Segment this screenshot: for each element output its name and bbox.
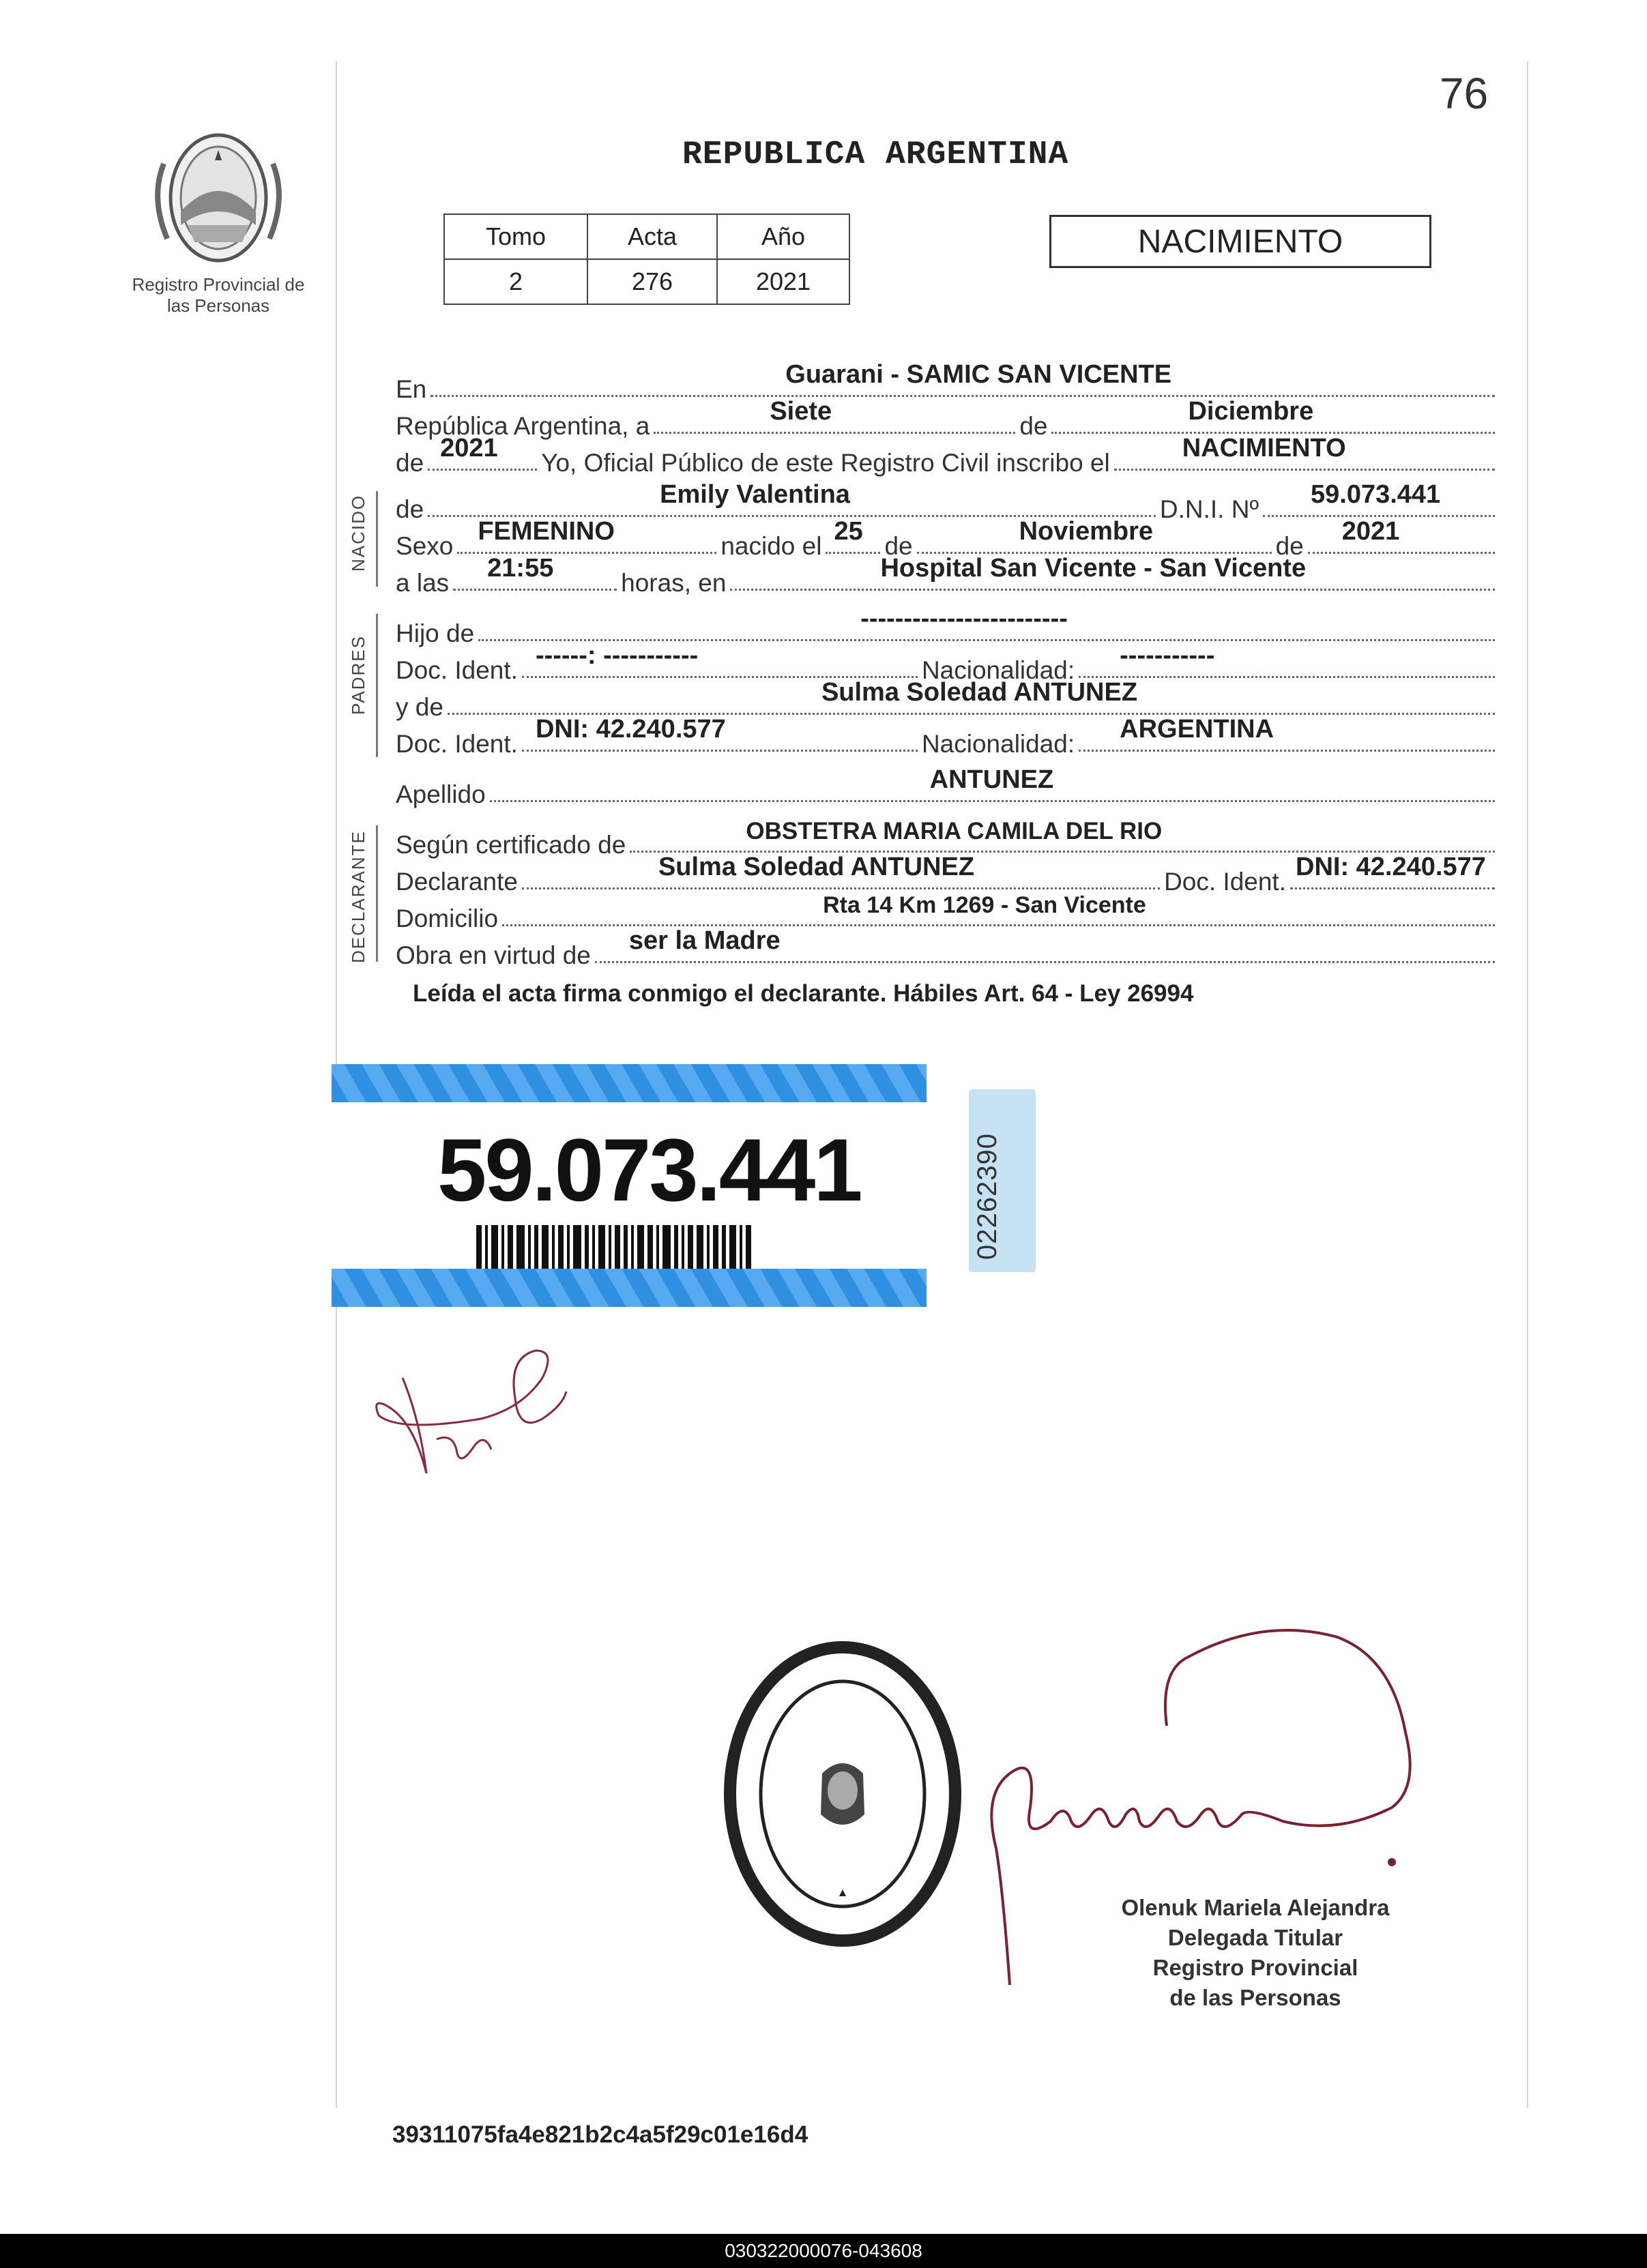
label-de-3: de [396, 495, 424, 523]
label-declarante: Declarante [396, 868, 518, 896]
label-y-de: y de [396, 693, 443, 721]
line-declarante [396, 853, 1499, 896]
dni-value: 59.073.441 [1311, 480, 1441, 509]
delegate-name: Olenuk Mariela Alejandra [1121, 1895, 1390, 1920]
footer-code: 030322000076-043608 [0, 2234, 1647, 2268]
acta-value: 276 [587, 259, 717, 304]
day-word-value: Siete [770, 397, 832, 426]
padres-bracket [376, 614, 378, 757]
father-nat-value: ----------- [1120, 641, 1215, 670]
line-hora [396, 554, 1499, 598]
birth-day-value: 25 [834, 517, 863, 546]
declarant-value: Sulma Soledad ANTUNEZ [658, 853, 975, 881]
declarante-bracket [376, 825, 378, 962]
line-mother-doc [396, 715, 1499, 759]
certificate-value: OBSTETRA MARIA CAMILA DEL RIO [746, 818, 1163, 844]
sticker-band-bottom [332, 1269, 927, 1307]
father-doc-value: ------: ----------- [535, 641, 699, 670]
time-value: 21:55 [487, 554, 554, 583]
acta-header: Acta [587, 214, 717, 259]
label-horas-en: horas, en [621, 569, 727, 597]
act-value: NACIMIENTO [1182, 434, 1346, 462]
declarant-doc-value: DNI: 42.240.577 [1296, 853, 1486, 881]
registry-label: Registro Provincial de las Personas [132, 274, 305, 316]
delegate-office: Registro Provincial [1152, 1955, 1358, 1980]
anio-value: 2021 [717, 259, 849, 304]
dni-sticker [332, 1064, 927, 1307]
side-label-declarante: DECLARANTE [348, 830, 368, 963]
tomo-header: Tomo [444, 214, 587, 259]
label-segun: Según certificado de [396, 831, 626, 859]
capacity-value: ser la Madre [628, 926, 781, 955]
place-value: Guarani - SAMIC SAN VICENTE [785, 360, 1172, 389]
record-type-box: NACIMIENTO [1049, 215, 1431, 268]
delegate-role: Delegada Titular [1167, 1925, 1343, 1950]
closing-text: Leída el acta firma conmigo el declarante. Hábiles Art. 64 - Ley 26994 [413, 980, 1194, 1007]
line-obra [396, 926, 1499, 970]
label-de-1: de [1019, 412, 1048, 440]
label-de-2: de [396, 449, 424, 477]
sticker-dni-number: 59.073.441 [437, 1120, 861, 1220]
control-tag-number: 02262390 [972, 1133, 1002, 1260]
line-en [396, 360, 1499, 404]
surname-value: ANTUNEZ [929, 765, 1054, 794]
nacido-bracket [376, 491, 378, 587]
birth-month-value: Noviembre [1019, 517, 1154, 546]
label-republica: República Argentina, a [396, 412, 650, 440]
label-de-4: de [884, 532, 913, 560]
tomo-value: 2 [444, 259, 587, 304]
sex-value: FEMENINO [478, 517, 615, 546]
address-value: Rta 14 Km 1269 - San Vicente [823, 892, 1146, 918]
side-label-padres: PADRES [348, 635, 368, 715]
label-hijo-de: Hijo de [396, 619, 475, 647]
control-tag [969, 1089, 1036, 1272]
label-dni: D.N.I. Nº [1159, 495, 1259, 523]
sticker-band-top [332, 1064, 927, 1102]
label-nacido-el: nacido el [720, 532, 822, 560]
label-obra: Obra en virtud de [396, 941, 591, 969]
declarant-signature [372, 1337, 577, 1487]
birth-year-value: 2021 [1341, 517, 1400, 546]
label-doc-ident-2: Doc. Ident. [396, 730, 518, 758]
page-number: 76 [1440, 69, 1489, 118]
page-title: REPUBLICA ARGENTINA [682, 136, 1069, 173]
label-nacionalidad-2: Nacionalidad: [921, 730, 1075, 758]
label-de-5: de [1275, 532, 1304, 560]
anio-header: Año [717, 214, 849, 259]
record-table [443, 213, 850, 305]
month-word-value: Diciembre [1188, 397, 1314, 426]
father-value: ------------------------ [860, 604, 1068, 633]
delegate-office-2: de las Personas [1169, 1985, 1341, 2010]
label-apellido: Apellido [396, 780, 486, 808]
name-value: Emily Valentina [660, 480, 850, 509]
document-hash: 39311075fa4e821b2c4a5f29c01e16d4 [392, 2121, 808, 2148]
right-margin-rule [1527, 61, 1528, 2108]
label-a-las: a las [396, 569, 450, 597]
line-oficial [396, 434, 1499, 477]
label-en: En [396, 375, 427, 403]
line-apellido [396, 765, 1499, 809]
side-label-nacido: NACIDO [348, 494, 368, 572]
label-sexo: Sexo [396, 532, 454, 560]
label-doc-ident-1: Doc. Ident. [396, 656, 518, 684]
mother-nat-value: ARGENTINA [1120, 715, 1274, 743]
label-oficial: Yo, Oficial Público de este Registro Civil inscribo el [541, 449, 1110, 477]
label-nacionalidad-1: Nacionalidad: [921, 656, 1075, 684]
delegate-block [1092, 1893, 1419, 2013]
line-domicilio [396, 892, 1499, 933]
mother-value: Sulma Soledad ANTUNEZ [821, 678, 1138, 707]
label-doc-ident-3: Doc. Ident. [1164, 868, 1286, 896]
official-stamp [720, 1637, 965, 1951]
birth-place-value: Hospital San Vicente - San Vicente [880, 554, 1307, 583]
province-emblem-icon [147, 123, 290, 273]
mother-doc-value: DNI: 42.240.577 [535, 715, 726, 743]
year-value: 2021 [440, 434, 498, 462]
label-domicilio: Domicilio [396, 904, 499, 932]
